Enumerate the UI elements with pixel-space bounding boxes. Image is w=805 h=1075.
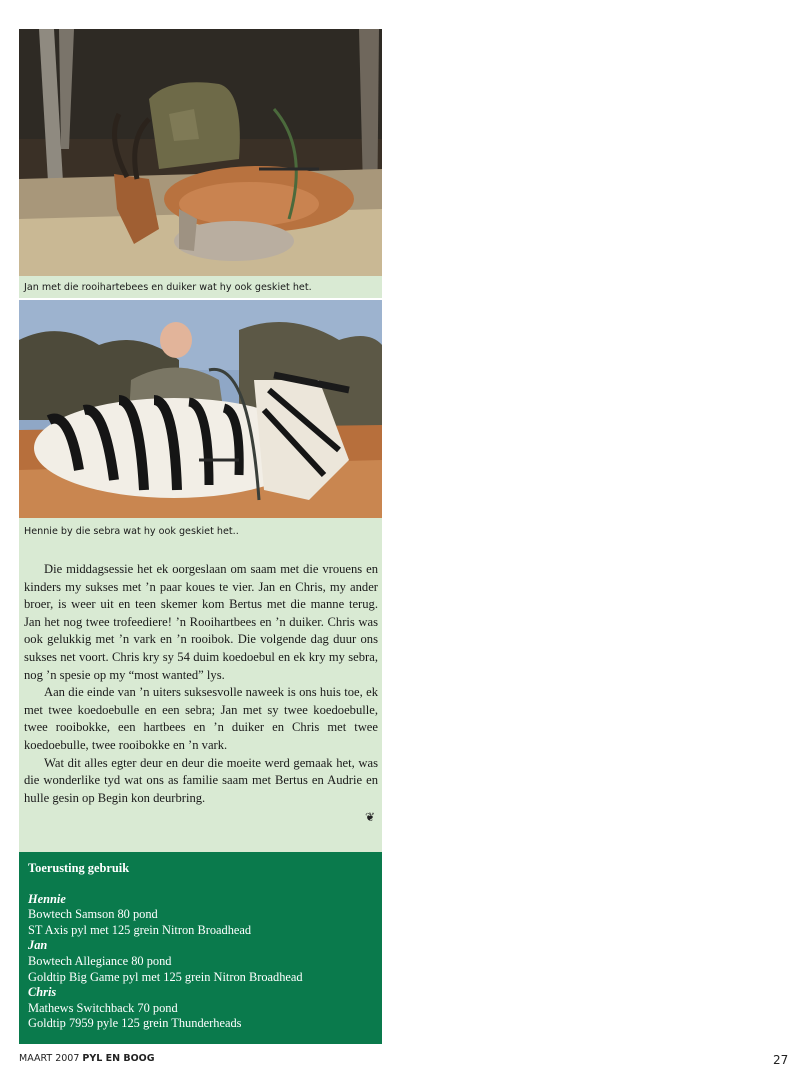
article-paragraph: Aan die einde van ’n uiters suksesvolle naweek is ons huis toe, ek met twee koedoebulle en een sebra; Jan met sy twee koedoebulle, twee rooibokke, een hartbees en ’n duiker en Chris met twee koedoebulle, twee rooibokke en ’n vark. [24,685,378,752]
article-paragraph: Wat dit alles egter deur en deur die moeite werd gemaak het, was die wonderlike tyd wat ons as familie saam met Bertus en Audrie en hulle gesin op Begin kon deurbring. [24,755,378,805]
article-paragraph: Die middagsessie het ek oorgeslaan om saam met die vrouens en kinders my sukses met ’n paar koues te vier. Jan en Chris, my ander broer, is weer uit en teen skemer kom Bertus met die manne terug. Jan het nog twee trofeediere! ’n Rooihartbees en ’n duiker. Chris was ook gelukkig met ’n vark en ’n rooibok. Die volgende dag duur ons sukses net voort. Chris kry sy 54 duim koedoebul en ek kry my sebra, nog ’n spesie op my “most wanted” lys. [24,562,378,682]
equipment-item: ST Axis pyl met 125 grein Nitron Broadhead [28,922,252,937]
hunter-name: Jan [28,938,48,953]
equipment-item: Bowtech Samson 80 pond [28,907,158,922]
page-number: 27 [773,1053,789,1067]
hunter-name: Hennie [28,891,66,906]
end-of-article-icon: ❦ [364,810,375,824]
caption-text: Jan met die rooihartebees en duiker wat hy ook geskiet het. [24,281,312,293]
equipment-item: Bowtech Allegiance 80 pond [28,953,172,968]
hunter-name: Chris [28,985,57,1000]
issue-date: MAART 2007 [19,1053,80,1064]
equipment-box [19,852,382,1044]
equipment-heading: Toerusting gebruik [28,861,130,875]
photo-hartebeest-duiker [19,29,382,276]
equipment-item: Mathews Switchback 70 pond [28,1000,178,1015]
article-body [19,545,382,852]
equipment-item: Goldtip 7959 pyle 125 grein Thunderheads [28,1016,242,1031]
photo-caption [19,276,382,298]
photo-zebra [19,300,382,518]
equipment-item: Goldtip Big Game pyl met 125 grein Nitron Broadhead [28,969,303,984]
page-footer [19,1053,155,1064]
photo-caption [19,518,382,545]
caption-text: Hennie by die sebra wat hy ook geskiet het.. [24,526,239,537]
magazine-name: PYL EN BOOG [82,1053,155,1064]
